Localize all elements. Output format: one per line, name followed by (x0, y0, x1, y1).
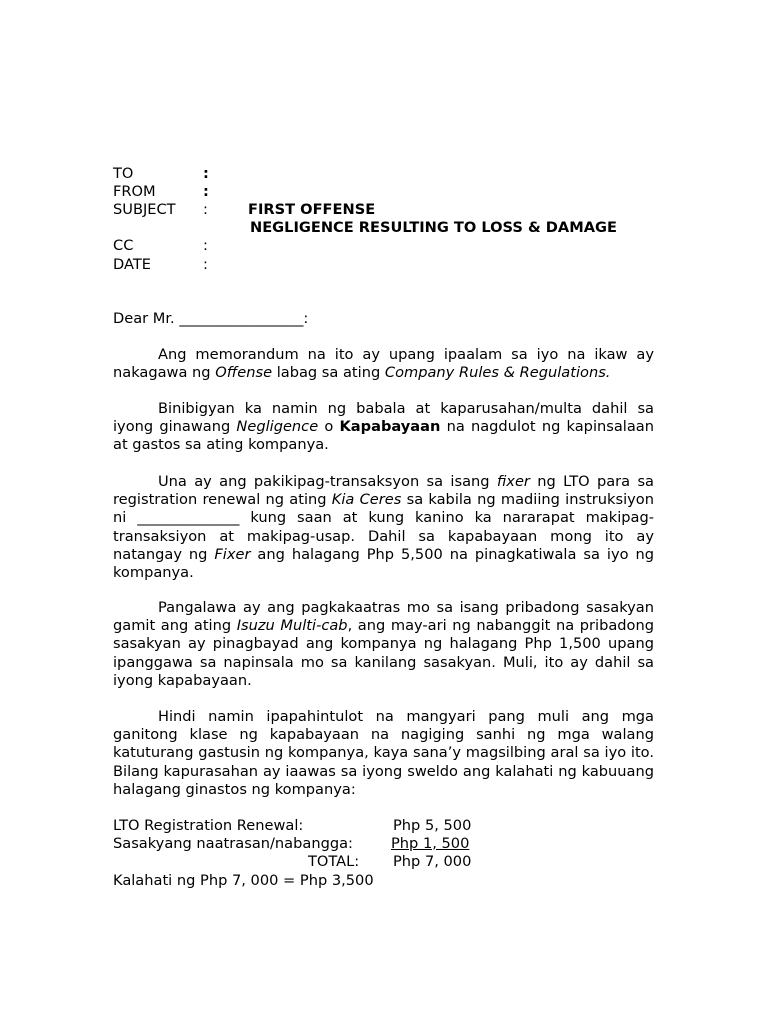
p1-italic-1: Offense (215, 364, 273, 382)
date-label: DATE (113, 256, 151, 273)
from-colon: : (203, 183, 209, 200)
p4-text-2: , ang may-ari ng nabanggit na pribadong sasakyan ay pinagbayad ang kompanya ng halagang Php 1,500 upang ipanggawa sa napinsala mo sa kanilang sasakyan. Muli, ito ay dahil sa iyong kapabayaan. (113, 617, 654, 689)
to-colon: : (203, 165, 209, 182)
calc-row1-label: LTO Registration Renewal: (113, 817, 304, 834)
p3-text-4: ang halagang Php 5,500 na pinagkatiwala sa iyo ng kompanya. (113, 545, 654, 582)
p3-text-1: Una ay ang pakikipag-transaksyon sa isang (158, 473, 497, 490)
p4-text-1: Pangalawa ay ang pagkakaatras mo sa isang pribadong sasakyan gamit ang ating (113, 599, 654, 635)
calc-half-line: Kalahati ng Php 7, 000 = Php 3,500 (113, 872, 374, 889)
calc-total-label: TOTAL: (308, 853, 360, 870)
subject-colon: : (203, 201, 208, 218)
p2-text-3: na nagdulot ng kapinsalaan at gastos sa ating kompanya. (113, 418, 654, 454)
p2-text-2: o (318, 418, 340, 436)
p3-text-3: sa kabila ng madiing instruksiyon ni ______________ kung saan at kung kanino ka nararapat makipag-transaksiyon at makipag-usap. Dahil sa kapabayaan mong ito ay natangay ng (113, 491, 654, 563)
p2-italic-1: Negligence (236, 418, 319, 436)
paragraph-1 (113, 346, 654, 382)
p3-italic-3: Fixer (214, 545, 251, 563)
p2-bold-1: Kapabayaan (339, 418, 441, 436)
p1-italic-2: Company Rules & Regulations. (384, 364, 611, 382)
paragraph-3 (113, 473, 654, 582)
p3-italic-2: Kia Ceres (331, 491, 402, 509)
p3-text-2: ng LTO para sa registration renewal ng ating (113, 473, 654, 509)
p1-text-2: labag sa ating (272, 364, 385, 382)
p5-text-1: Hindi namin ipapahintulot na mangyari pang muli ang mga ganitong klase ng kapabayaan na nagiging sanhi ng mga walang katuturang gastusin ng kompanya, kaya sana’y magsilbing aral sa iyo ito. Bilang kapurasahan ay iaawas sa iyong sweldo ang kalahati ng kabuuang halagang ginastos ng kompanya: (113, 708, 654, 798)
p3-italic-1: fixer (496, 473, 530, 490)
from-label: FROM (113, 183, 156, 200)
salutation: Dear Mr. _________________: (113, 310, 309, 327)
to-label: TO (113, 165, 134, 182)
date-colon: : (203, 256, 208, 273)
paragraph-5 (113, 708, 654, 799)
calc-row2-label: Sasakyang naatrasan/nabangga: (113, 835, 353, 852)
cc-label: CC (113, 237, 134, 254)
subject-label: SUBJECT (113, 201, 176, 218)
calc-row2-value: Php 1, 500 (391, 835, 470, 852)
paragraph-4 (113, 599, 654, 690)
p4-italic-1: Isuzu Multi-cab (236, 617, 348, 635)
subject-line-2: NEGLIGENCE RESULTING TO LOSS & DAMAGE (250, 219, 617, 236)
p2-text-1: Binibigyan ka namin ng babala at kaparusahan/multa dahil sa iyong ginawang (113, 400, 654, 436)
paragraph-2 (113, 400, 654, 455)
cc-colon: : (203, 237, 208, 254)
subject-line-1: FIRST OFFENSE (248, 201, 376, 218)
calc-row1-value: Php 5, 500 (393, 817, 472, 834)
calc-total-value: Php 7, 000 (393, 853, 472, 870)
p1-text-1: Ang memorandum na ito ay upang ipaalam sa iyo na ikaw ay nakagawa ng (113, 346, 654, 382)
